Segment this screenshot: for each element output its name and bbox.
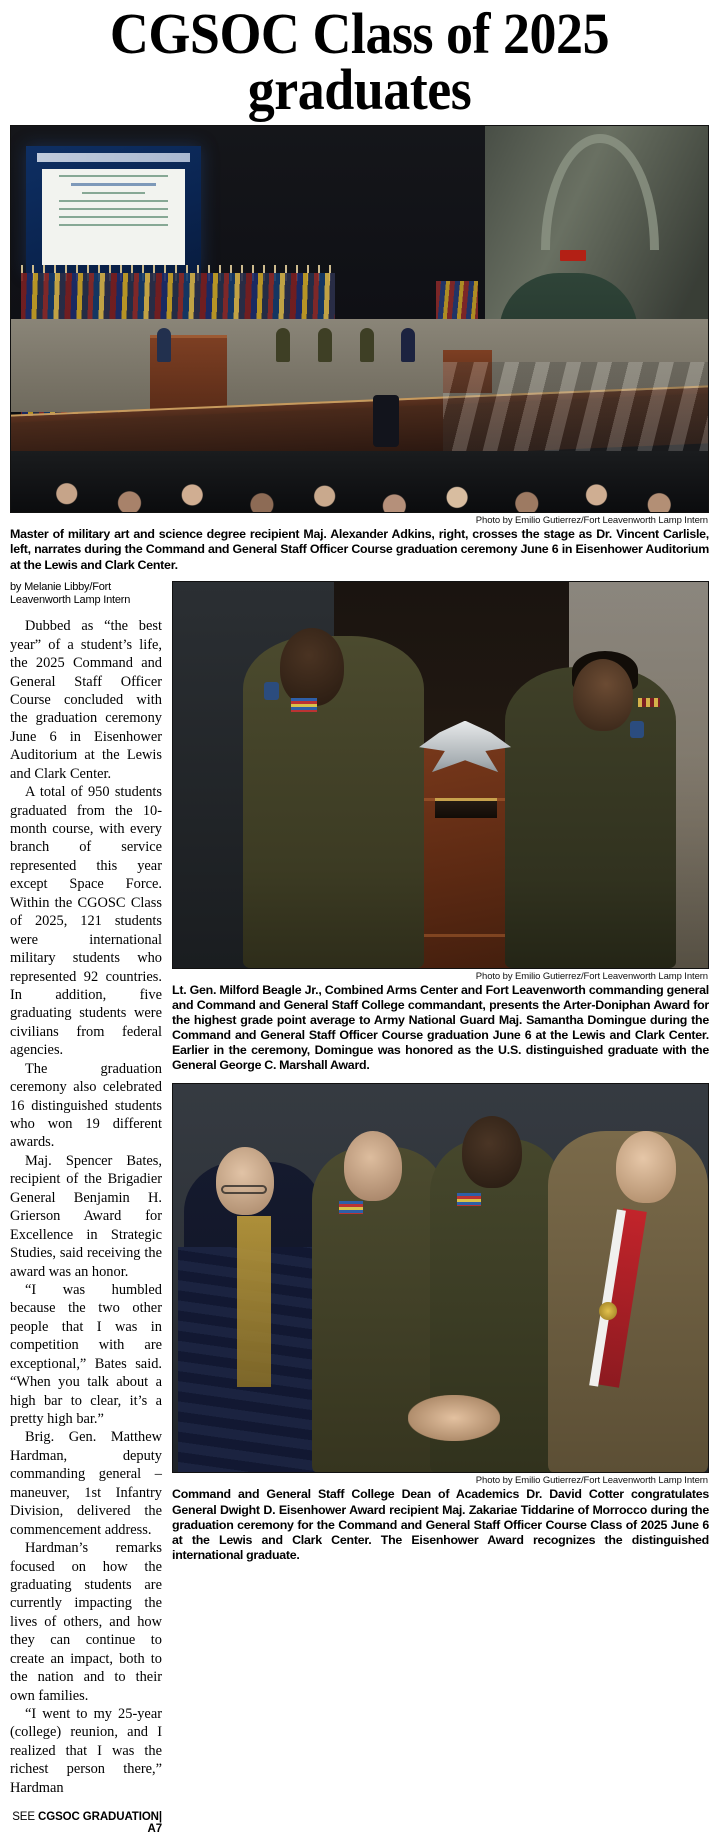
handshake-detail xyxy=(408,1395,500,1441)
body-paragraph: Dubbed as “the best year” of a student’s life, the 2025 Command and General Staff Officer Course concluded with the graduation ceremony June 6 in Eisenhower Auditorium at the Lewis and Clark Center. xyxy=(10,618,162,782)
ribbon-rack-2 xyxy=(339,1201,363,1214)
international-graduate-head xyxy=(616,1131,676,1203)
photo-caption: Lt. Gen. Milford Beagle Jr., Combined Arms Center and Fort Leavenworth commanding general and Command and General Staff College commandant, presents the Arter-Doniphan Award for the highest grade point average to Army National Guard Maj. Samantha Domingue during the Command and General Staff Officer Course graduation June 6 at the Lewis and Clark Center. Earlier in the ceremony, Domingue was honored as the U.S. distinguished graduate with the General George C. Marshall Award. xyxy=(172,982,709,1073)
body-paragraph: “I went to my 25-year (college) reunion, and I realized that I was the richest person there,” Hardman xyxy=(10,1706,162,1796)
speaker-figure xyxy=(157,328,171,362)
photo-caption: Command and General Staff College Dean of Academics Dr. David Cotter congratulates General Dwight D. Eisenhower Award recipient Maj. Zakariae Tiddarine of Morrocco during the graduation ceremony for the Command and General Staff Officer Course Class of 2025 June 6 at the Lewis and Clark Center. The Eisenhower Award recognizes the distinguished international graduate. xyxy=(172,1487,709,1562)
story-column xyxy=(10,581,162,1835)
officer-head-3 xyxy=(462,1116,522,1188)
body-paragraph: The graduation ceremony also celebrated 16 distinguished students who won 19 different awards. xyxy=(10,1060,162,1151)
ribbon-rack-left xyxy=(291,698,317,712)
body-paragraph: Brig. Gen. Matthew Hardman, deputy commanding general – maneuver, 1st Infantry Division, delivered the commencement address. xyxy=(10,1429,162,1538)
audience-heads xyxy=(11,451,708,513)
body-paragraph: A total of 950 students graduated from the 10-month course, with every branch of service represented this year except Space Force. Within the CGOSC Class of 2025, 121 students were international military students who represented 92 countries. In addition, five graduating students were civilians from federal agencies. xyxy=(10,784,162,1059)
jump-see-label: SEE xyxy=(12,1811,35,1824)
shoulder-patch-right xyxy=(630,721,644,738)
photo-award-presentation xyxy=(172,581,709,969)
academic-stole xyxy=(237,1216,271,1387)
seated-officer-3 xyxy=(360,328,374,362)
story-body xyxy=(10,617,162,1797)
medal-icon xyxy=(599,1302,617,1320)
officer-head-2 xyxy=(344,1131,402,1201)
seated-officer-2 xyxy=(318,328,332,362)
exit-sign-icon xyxy=(560,250,586,261)
shoulder-cord xyxy=(638,698,660,707)
shoulder-patch-left xyxy=(264,682,279,700)
jump-line[interactable]: SEE CGSOC GRADUATION| A7 xyxy=(10,1811,162,1835)
photo-auditorium xyxy=(10,125,709,513)
photo-handshake-dean xyxy=(172,1083,709,1473)
article-columns xyxy=(10,581,709,1835)
seated-officer-1 xyxy=(276,328,290,362)
body-paragraph: “I was humbled because the two other people that I was in competition with are exceptional,” Bates said. “When you talk about a high bar to clear, it’s a pretty high bar.” xyxy=(10,1281,162,1428)
dean-head xyxy=(216,1147,274,1215)
projection-screen xyxy=(26,146,200,273)
commanding-general-head xyxy=(280,628,344,706)
photo-credit: Photo by Emilio Gutierrez/Fort Leavenworth Lamp Intern xyxy=(475,515,708,527)
photo-caption: Master of military art and science degree recipient Maj. Alexander Adkins, right, crosses the stage as Dr. Vincent Carlisle, left, narrates during the Command and General Staff Officer Course graduation ceremony June 6 in Eisenhower Auditorium at the Lewis and Clark Center. xyxy=(10,527,709,572)
camera-operator xyxy=(373,395,399,447)
award-recipient-head xyxy=(573,659,633,731)
jump-destination[interactable]: CGSOC GRADUATION xyxy=(38,1811,159,1824)
eyeglasses-icon xyxy=(221,1185,267,1194)
jump-page-number: A7 xyxy=(147,1823,162,1835)
page-headline: CGSOC Class of 2025 graduates xyxy=(109,1,610,122)
ribbon-rack-3 xyxy=(457,1193,481,1206)
trophy-base xyxy=(435,798,497,818)
photo-credit: Photo by Emilio Gutierrez/Fort Leavenworth Lamp Intern xyxy=(475,1475,708,1487)
byline: by Melanie Libby/Fort Leavenworth Lamp Intern xyxy=(10,580,131,607)
body-paragraph: Maj. Spencer Bates, recipient of the Brigadier General Benjamin H. Grierson Award for Excellence in Strategic Studies, said receiving the award was an honor. xyxy=(10,1152,162,1280)
graduate-figure xyxy=(401,328,415,362)
body-paragraph: Hardman’s remarks focused on how the graduating students are currently impacting the lives of others, and how they can continue to create an impact, both to the nation and to their own families. xyxy=(10,1540,162,1704)
photo-column xyxy=(172,581,709,1835)
photo-credit: Photo by Emilio Gutierrez/Fort Leavenworth Lamp Intern xyxy=(475,970,708,982)
